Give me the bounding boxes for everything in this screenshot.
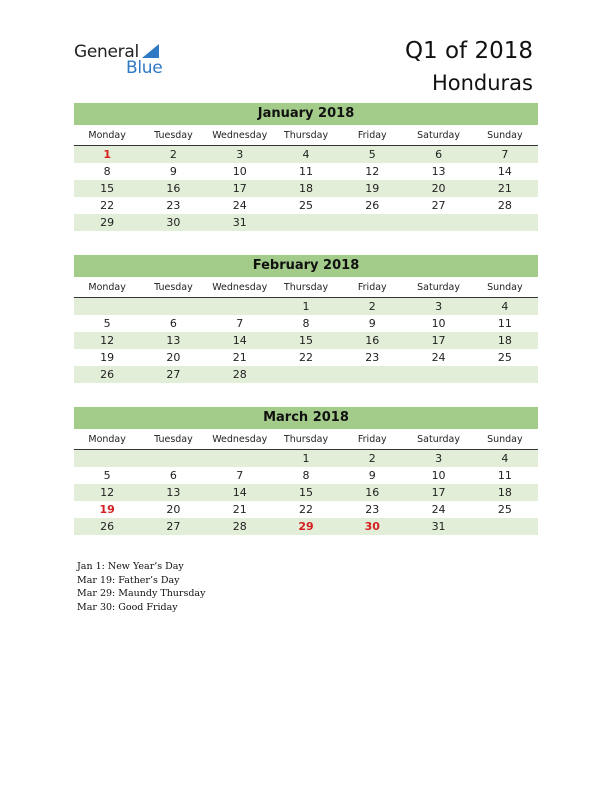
empty-day-cell: [472, 214, 538, 231]
month-header: January 2018: [74, 103, 538, 125]
day-cell: 17: [431, 486, 446, 499]
week-row: [74, 214, 538, 231]
weekday-label: Monday: [88, 434, 126, 445]
day-cell: 5: [103, 469, 111, 482]
day-cell: 3: [236, 148, 244, 161]
day-cell: 28: [232, 368, 247, 381]
day-cell: 26: [365, 199, 380, 212]
day-cell: 12: [365, 165, 380, 178]
empty-day-cell: [207, 298, 273, 315]
day-cell: 8: [302, 317, 310, 330]
week-row: [74, 450, 538, 467]
day-cell: 14: [232, 486, 247, 499]
weekday-row: [74, 127, 538, 146]
weekday-label: Wednesday: [212, 282, 268, 293]
weekday-label: Sunday: [487, 282, 523, 293]
holiday-note: Mar 29: Maundy Thursday: [77, 588, 206, 599]
day-cell: 25: [298, 199, 313, 212]
week-row: [74, 484, 538, 501]
day-cell: 31: [232, 216, 247, 229]
day-cell: 14: [232, 334, 247, 347]
week-row: [74, 180, 538, 197]
day-cell: 10: [431, 469, 446, 482]
day-cell: 18: [497, 334, 512, 347]
weekday-label: Sunday: [487, 130, 523, 141]
generalblue-logo: [74, 42, 174, 78]
empty-day-cell: [472, 518, 538, 535]
day-cell: 20: [431, 182, 446, 195]
weekday-label: Thursday: [283, 434, 329, 445]
week-row: [74, 315, 538, 332]
day-cell: 22: [298, 351, 313, 364]
week-row: [74, 298, 538, 315]
day-cell: 9: [368, 469, 376, 482]
page-title: Q1 of 2018: [404, 38, 533, 64]
day-cell: 24: [431, 351, 446, 364]
week-row: [74, 163, 538, 180]
empty-day-cell: [472, 366, 538, 383]
day-cell: 5: [103, 317, 111, 330]
day-cell: 18: [497, 486, 512, 499]
day-cell: 16: [365, 334, 380, 347]
day-cell: 26: [100, 520, 115, 533]
day-cell: 1: [103, 148, 111, 161]
day-cell: 4: [501, 300, 509, 313]
empty-day-cell: [207, 450, 273, 467]
day-cell: 11: [497, 469, 512, 482]
day-cell: 7: [236, 317, 244, 330]
holiday-note: Mar 19: Father’s Day: [77, 574, 180, 586]
empty-day-cell: [405, 214, 471, 231]
empty-day-cell: [140, 450, 206, 467]
week-row: [74, 501, 538, 518]
day-cell: 7: [501, 148, 509, 161]
empty-day-cell: [273, 366, 339, 383]
day-cell: 30: [166, 216, 181, 229]
day-cell: 27: [166, 520, 181, 533]
day-cell: 13: [431, 165, 446, 178]
day-cell: 29: [298, 520, 314, 533]
week-row: [74, 366, 538, 383]
weekday-label: Tuesday: [154, 434, 193, 445]
weekday-label: Wednesday: [212, 130, 268, 141]
day-cell: 1: [302, 452, 310, 465]
weekday-label: Wednesday: [212, 434, 268, 445]
weekday-label: Monday: [88, 130, 126, 141]
day-cell: 9: [368, 317, 376, 330]
day-cell: 21: [232, 351, 247, 364]
day-cell: 23: [365, 503, 380, 516]
day-cell: 8: [302, 469, 310, 482]
day-cell: 17: [431, 334, 446, 347]
day-cell: 24: [431, 503, 446, 516]
month-calendar-february: [74, 255, 538, 383]
week-row: [74, 467, 538, 484]
day-cell: 15: [298, 334, 313, 347]
day-cell: 12: [100, 334, 115, 347]
month-calendar-march: [74, 407, 538, 535]
day-cell: 6: [435, 148, 443, 161]
day-cell: 2: [368, 300, 376, 313]
day-cell: 6: [169, 469, 177, 482]
month-header: February 2018: [74, 255, 538, 277]
day-cell: 12: [100, 486, 115, 499]
empty-day-cell: [339, 214, 405, 231]
day-cell: 25: [497, 503, 512, 516]
day-cell: 28: [232, 520, 247, 533]
day-cell: 19: [365, 182, 380, 195]
weekday-label: Sunday: [487, 434, 523, 445]
weekday-row: [74, 279, 538, 298]
day-cell: 15: [100, 182, 115, 195]
day-cell: 27: [431, 199, 446, 212]
weekday-label: Friday: [357, 434, 387, 445]
empty-day-cell: [339, 366, 405, 383]
weekday-label: Tuesday: [154, 282, 193, 293]
day-cell: 13: [166, 486, 181, 499]
day-cell: 4: [501, 452, 509, 465]
day-cell: 1: [302, 300, 310, 313]
day-cell: 29: [100, 216, 115, 229]
day-cell: 18: [298, 182, 313, 195]
day-cell: 20: [166, 503, 181, 516]
day-cell: 28: [497, 199, 512, 212]
day-cell: 22: [100, 199, 115, 212]
day-cell: 26: [100, 368, 115, 381]
day-cell: 13: [166, 334, 181, 347]
week-row: [74, 518, 538, 535]
week-row: [74, 197, 538, 214]
weekday-label: Saturday: [417, 282, 460, 293]
weeks: [74, 450, 538, 535]
day-cell: 20: [166, 351, 181, 364]
month-calendar-january: [74, 103, 538, 231]
weekday-label: Friday: [357, 130, 387, 141]
day-cell: 23: [166, 199, 181, 212]
day-cell: 8: [103, 165, 111, 178]
day-cell: 16: [365, 486, 380, 499]
day-cell: 31: [431, 520, 446, 533]
week-row: [74, 332, 538, 349]
logo-word-blue: Blue: [126, 58, 163, 78]
weekday-label: Tuesday: [154, 130, 193, 141]
day-cell: 5: [368, 148, 376, 161]
day-cell: 15: [298, 486, 313, 499]
day-cell: 2: [169, 148, 177, 161]
day-cell: 14: [497, 165, 512, 178]
day-cell: 21: [497, 182, 512, 195]
weeks: [74, 298, 538, 383]
holiday-notes: [77, 560, 205, 614]
day-cell: 17: [232, 182, 247, 195]
holiday-note: Jan 1: New Year’s Day: [77, 561, 184, 572]
day-cell: 23: [365, 351, 380, 364]
empty-day-cell: [273, 214, 339, 231]
day-cell: 4: [302, 148, 310, 161]
empty-day-cell: [140, 298, 206, 315]
weekday-label: Monday: [88, 282, 126, 293]
day-cell: 11: [497, 317, 512, 330]
week-row: [74, 146, 538, 163]
day-cell: 10: [232, 165, 247, 178]
day-cell: 25: [497, 351, 512, 364]
weekday-label: Thursday: [283, 282, 329, 293]
day-cell: 11: [298, 165, 313, 178]
empty-day-cell: [74, 298, 140, 315]
weekday-label: Friday: [357, 282, 387, 293]
day-cell: 2: [368, 452, 376, 465]
day-cell: 10: [431, 317, 446, 330]
week-row: [74, 349, 538, 366]
day-cell: 3: [435, 300, 443, 313]
logo-triangle-icon: [142, 44, 159, 58]
logo-word-general: General: [74, 42, 139, 62]
month-header: March 2018: [74, 407, 538, 429]
weekday-label: Saturday: [417, 130, 460, 141]
weeks: [74, 146, 538, 231]
day-cell: 16: [166, 182, 181, 195]
day-cell: 19: [100, 351, 115, 364]
weekday-label: Thursday: [283, 130, 329, 141]
day-cell: 19: [99, 503, 115, 516]
day-cell: 6: [169, 317, 177, 330]
empty-day-cell: [74, 450, 140, 467]
country-name: Honduras: [431, 71, 533, 95]
day-cell: 3: [435, 452, 443, 465]
day-cell: 22: [298, 503, 313, 516]
day-cell: 24: [232, 199, 247, 212]
empty-day-cell: [405, 366, 471, 383]
day-cell: 9: [169, 165, 177, 178]
weekday-label: Saturday: [417, 434, 460, 445]
day-cell: 21: [232, 503, 247, 516]
holiday-note: Mar 30: Good Friday: [77, 601, 178, 613]
day-cell: 7: [236, 469, 244, 482]
day-cell: 30: [364, 520, 380, 533]
day-cell: 27: [166, 368, 181, 381]
weekday-row: [74, 431, 538, 450]
